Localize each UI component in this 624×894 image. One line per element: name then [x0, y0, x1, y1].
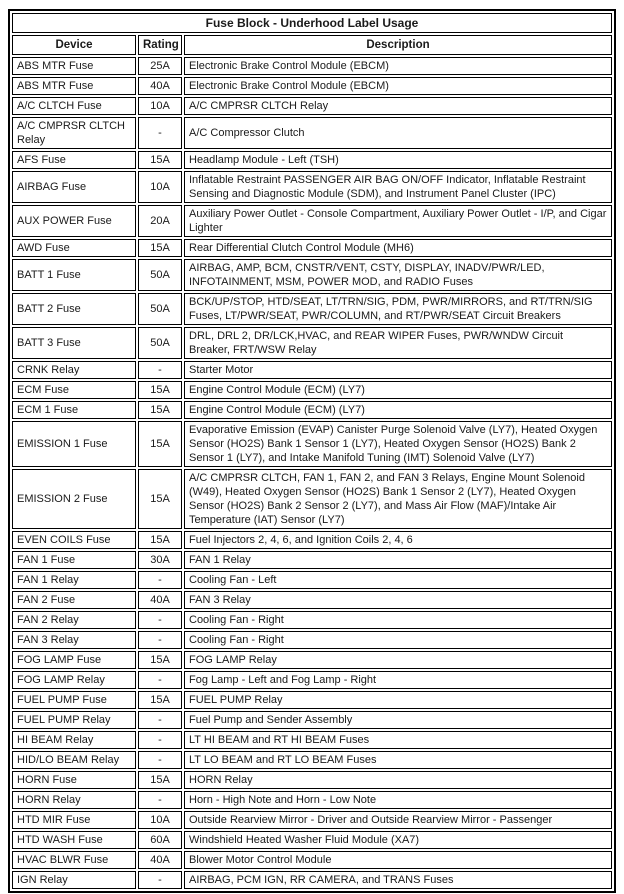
- device-cell: FAN 1 Relay: [12, 571, 136, 589]
- rating-cell: 10A: [138, 171, 182, 203]
- table-row: [12, 361, 612, 379]
- table-row: [12, 171, 612, 203]
- table-row: [12, 771, 612, 789]
- rating-cell: 50A: [138, 259, 182, 291]
- device-cell: IGN Relay: [12, 871, 136, 889]
- device-cell: EMISSION 1 Fuse: [12, 421, 136, 467]
- device-cell: HVAC BLWR Fuse: [12, 851, 136, 869]
- device-cell: AIRBAG Fuse: [12, 171, 136, 203]
- device-cell: AWD Fuse: [12, 239, 136, 257]
- table-row: [12, 591, 612, 609]
- rating-cell: 25A: [138, 57, 182, 75]
- table-row: [12, 293, 612, 325]
- table-row: [12, 381, 612, 399]
- rating-cell: 40A: [138, 77, 182, 95]
- device-cell: HTD WASH Fuse: [12, 831, 136, 849]
- description-cell: Headlamp Module - Left (TSH): [184, 151, 612, 169]
- device-cell: AFS Fuse: [12, 151, 136, 169]
- description-cell: A/C CMPRSR CLTCH, FAN 1, FAN 2, and FAN 3 Relays, Engine Mount Solenoid (W49), Heated Oxygen Sensor (HO2S) Bank 1 Sensor 2 (LY7), Heated Oxygen Sensor (HO2S) Bank 2 Sensor 2 (LY7), and Mass Air Flow (MAF)/Intake Air Temperature (IAT) Sensor (LY7): [184, 469, 612, 529]
- description-cell: Horn - High Note and Horn - Low Note: [184, 791, 612, 809]
- description-cell: BCK/UP/STOP, HTD/SEAT, LT/TRN/SIG, PDM, PWR/MIRRORS, and RT/TRN/SIG Fuses, LT/PWR/SEAT, PWR/COLUMN, and RT/PWR/SEAT Circuit Breakers: [184, 293, 612, 325]
- table-row: [12, 811, 612, 829]
- description-cell: HORN Relay: [184, 771, 612, 789]
- description-cell: A/C Compressor Clutch: [184, 117, 612, 149]
- description-cell: Outside Rearview Mirror - Driver and Outside Rearview Mirror - Passenger: [184, 811, 612, 829]
- rating-cell: -: [138, 731, 182, 749]
- rating-cell: 15A: [138, 381, 182, 399]
- device-cell: EVEN COILS Fuse: [12, 531, 136, 549]
- description-cell: DRL, DRL 2, DR/LCK,HVAC, and REAR WIPER Fuses, PWR/WNDW Circuit Breaker, FRT/WSW Relay: [184, 327, 612, 359]
- rating-cell: 30A: [138, 551, 182, 569]
- description-cell: AIRBAG, AMP, BCM, CNSTR/VENT, CSTY, DISPLAY, INADV/PWR/LED, INFOTAINMENT, MSM, POWER MOD, and RADIO Fuses: [184, 259, 612, 291]
- column-header-description: Description: [184, 35, 612, 55]
- rating-cell: 60A: [138, 831, 182, 849]
- table-row: [12, 421, 612, 467]
- rating-cell: 15A: [138, 421, 182, 467]
- device-cell: FUEL PUMP Relay: [12, 711, 136, 729]
- table-row: [12, 631, 612, 649]
- description-cell: Cooling Fan - Right: [184, 611, 612, 629]
- table-row: [12, 327, 612, 359]
- fuse-table-head: [12, 13, 612, 55]
- description-cell: Evaporative Emission (EVAP) Canister Purge Solenoid Valve (LY7), Heated Oxygen Sensor (HO2S) Bank 1 Sensor 1 (LY7), Heated Oxygen Sensor (HO2S) Bank 2 Sensor 1 (LY7), and Intake Manifold Tuning (IMT) Solenoid Valve (LY7): [184, 421, 612, 467]
- device-cell: HID/LO BEAM Relay: [12, 751, 136, 769]
- rating-cell: 15A: [138, 239, 182, 257]
- table-row: [12, 259, 612, 291]
- device-cell: HORN Fuse: [12, 771, 136, 789]
- description-cell: Rear Differential Clutch Control Module (MH6): [184, 239, 612, 257]
- rating-cell: 20A: [138, 205, 182, 237]
- rating-cell: 15A: [138, 469, 182, 529]
- description-cell: A/C CMPRSR CLTCH Relay: [184, 97, 612, 115]
- device-cell: ECM Fuse: [12, 381, 136, 399]
- rating-cell: -: [138, 571, 182, 589]
- device-cell: BATT 2 Fuse: [12, 293, 136, 325]
- table-row: [12, 611, 612, 629]
- device-cell: A/C CLTCH Fuse: [12, 97, 136, 115]
- table-row: [12, 871, 612, 889]
- description-cell: Windshield Heated Washer Fluid Module (XA7): [184, 831, 612, 849]
- device-cell: FAN 2 Fuse: [12, 591, 136, 609]
- rating-cell: 15A: [138, 771, 182, 789]
- description-cell: FUEL PUMP Relay: [184, 691, 612, 709]
- fuse-table-body: [12, 57, 612, 889]
- rating-cell: -: [138, 611, 182, 629]
- description-cell: Cooling Fan - Left: [184, 571, 612, 589]
- description-cell: FAN 3 Relay: [184, 591, 612, 609]
- device-cell: BATT 1 Fuse: [12, 259, 136, 291]
- device-cell: FOG LAMP Relay: [12, 671, 136, 689]
- description-cell: Starter Motor: [184, 361, 612, 379]
- table-row: [12, 791, 612, 809]
- table-row: [12, 77, 612, 95]
- table-row: [12, 551, 612, 569]
- table-row: [12, 831, 612, 849]
- device-cell: FAN 3 Relay: [12, 631, 136, 649]
- table-row: [12, 571, 612, 589]
- device-cell: HORN Relay: [12, 791, 136, 809]
- device-cell: HTD MIR Fuse: [12, 811, 136, 829]
- description-cell: Engine Control Module (ECM) (LY7): [184, 381, 612, 399]
- device-cell: FAN 2 Relay: [12, 611, 136, 629]
- rating-cell: -: [138, 631, 182, 649]
- description-cell: AIRBAG, PCM IGN, RR CAMERA, and TRANS Fuses: [184, 871, 612, 889]
- device-cell: FUEL PUMP Fuse: [12, 691, 136, 709]
- description-cell: LT HI BEAM and RT HI BEAM Fuses: [184, 731, 612, 749]
- column-header-device: Device: [12, 35, 136, 55]
- rating-cell: 50A: [138, 327, 182, 359]
- description-cell: LT LO BEAM and RT LO BEAM Fuses: [184, 751, 612, 769]
- device-cell: A/C CMPRSR CLTCH Relay: [12, 117, 136, 149]
- description-cell: FAN 1 Relay: [184, 551, 612, 569]
- device-cell: ABS MTR Fuse: [12, 57, 136, 75]
- table-row: [12, 205, 612, 237]
- device-cell: ECM 1 Fuse: [12, 401, 136, 419]
- rating-cell: -: [138, 117, 182, 149]
- rating-cell: 15A: [138, 151, 182, 169]
- rating-cell: 15A: [138, 651, 182, 669]
- table-row: [12, 711, 612, 729]
- device-cell: AUX POWER Fuse: [12, 205, 136, 237]
- rating-cell: 10A: [138, 811, 182, 829]
- description-cell: Fog Lamp - Left and Fog Lamp - Right: [184, 671, 612, 689]
- rating-cell: 50A: [138, 293, 182, 325]
- table-row: [12, 671, 612, 689]
- table-row: [12, 531, 612, 549]
- description-cell: Fuel Injectors 2, 4, 6, and Ignition Coils 2, 4, 6: [184, 531, 612, 549]
- title-row: [12, 13, 612, 33]
- table-row: [12, 731, 612, 749]
- table-row: [12, 57, 612, 75]
- rating-cell: 15A: [138, 531, 182, 549]
- device-cell: FAN 1 Fuse: [12, 551, 136, 569]
- description-cell: Engine Control Module (ECM) (LY7): [184, 401, 612, 419]
- table-row: [12, 97, 612, 115]
- description-cell: Cooling Fan - Right: [184, 631, 612, 649]
- device-cell: FOG LAMP Fuse: [12, 651, 136, 669]
- table-title: Fuse Block - Underhood Label Usage: [12, 13, 612, 33]
- fuse-table: [8, 9, 616, 893]
- table-row: [12, 651, 612, 669]
- rating-cell: -: [138, 791, 182, 809]
- rating-cell: 40A: [138, 851, 182, 869]
- description-cell: Electronic Brake Control Module (EBCM): [184, 77, 612, 95]
- rating-cell: -: [138, 751, 182, 769]
- column-header-rating: Rating: [138, 35, 182, 55]
- table-row: [12, 401, 612, 419]
- table-row: [12, 239, 612, 257]
- rating-cell: -: [138, 871, 182, 889]
- rating-cell: -: [138, 671, 182, 689]
- device-cell: CRNK Relay: [12, 361, 136, 379]
- table-row: [12, 117, 612, 149]
- rating-cell: 10A: [138, 97, 182, 115]
- description-cell: Electronic Brake Control Module (EBCM): [184, 57, 612, 75]
- table-row: [12, 151, 612, 169]
- description-cell: FOG LAMP Relay: [184, 651, 612, 669]
- device-cell: ABS MTR Fuse: [12, 77, 136, 95]
- table-row: [12, 691, 612, 709]
- device-cell: HI BEAM Relay: [12, 731, 136, 749]
- rating-cell: -: [138, 711, 182, 729]
- description-cell: Auxiliary Power Outlet - Console Compartment, Auxiliary Power Outlet - I/P, and Cigar Lighter: [184, 205, 612, 237]
- device-cell: BATT 3 Fuse: [12, 327, 136, 359]
- table-row: [12, 469, 612, 529]
- column-header-row: [12, 35, 612, 55]
- table-row: [12, 851, 612, 869]
- device-cell: EMISSION 2 Fuse: [12, 469, 136, 529]
- description-cell: Fuel Pump and Sender Assembly: [184, 711, 612, 729]
- table-row: [12, 751, 612, 769]
- rating-cell: 15A: [138, 691, 182, 709]
- description-cell: Blower Motor Control Module: [184, 851, 612, 869]
- rating-cell: 15A: [138, 401, 182, 419]
- description-cell: Inflatable Restraint PASSENGER AIR BAG ON/OFF Indicator, Inflatable Restraint Sensing and Diagnostic Module (SDM), and Instrument Panel Cluster (IPC): [184, 171, 612, 203]
- rating-cell: 40A: [138, 591, 182, 609]
- rating-cell: -: [138, 361, 182, 379]
